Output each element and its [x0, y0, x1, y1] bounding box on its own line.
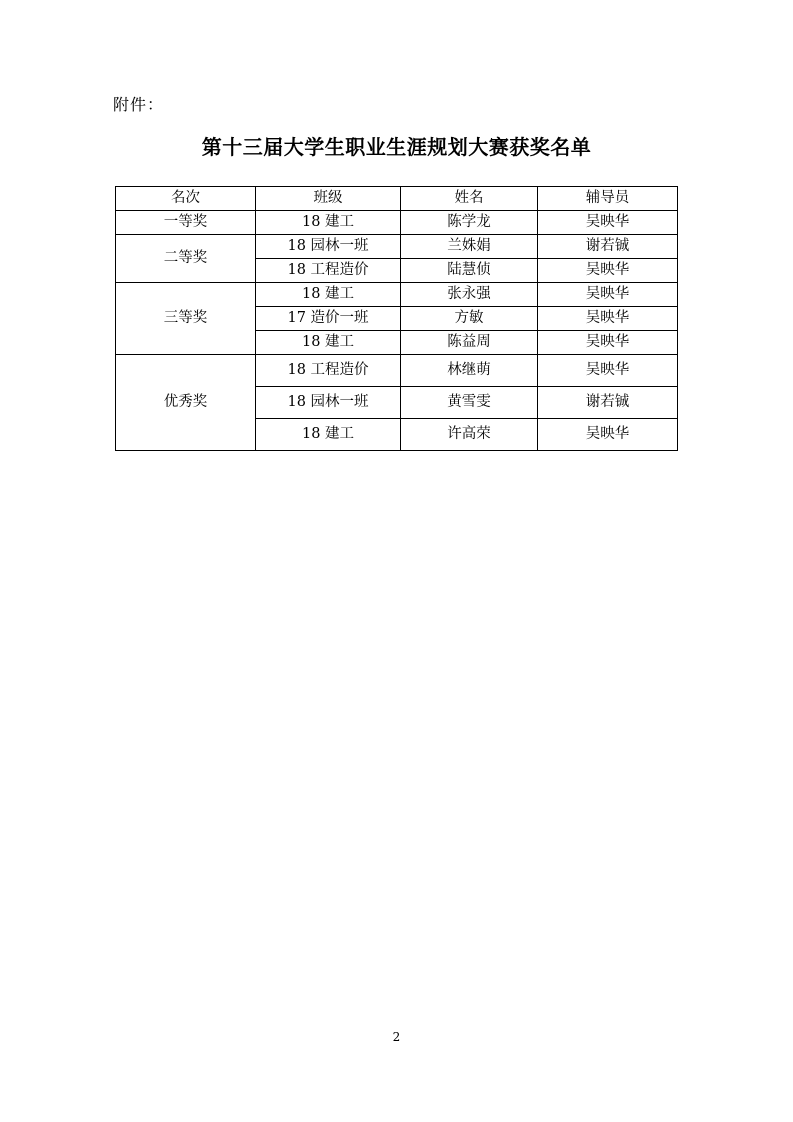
- cell-class: 17 造价一班: [256, 307, 401, 331]
- table-row: [116, 211, 678, 235]
- cell-adviser: 吴映华: [538, 419, 678, 451]
- cell-adviser: 吴映华: [538, 331, 678, 355]
- cell-rank: 二等奖: [116, 235, 256, 283]
- cell-name: 陈益周: [401, 331, 538, 355]
- cell-class: 18 园林一班: [256, 235, 401, 259]
- cell-rank: 一等奖: [116, 211, 256, 235]
- cell-class: 18 建工: [256, 283, 401, 307]
- column-header-rank: 名次: [116, 187, 256, 211]
- cell-class: 18 建工: [256, 211, 401, 235]
- cell-class: 18 工程造价: [256, 259, 401, 283]
- cell-class: 18 建工: [256, 419, 401, 451]
- cell-name: 黄雪雯: [401, 387, 538, 419]
- cell-name: 陈学龙: [401, 211, 538, 235]
- attachment-label: 附件：: [113, 95, 165, 114]
- column-header-class: 班级: [256, 187, 401, 211]
- cell-name: 许高荣: [401, 419, 538, 451]
- table-row: [116, 283, 678, 307]
- cell-adviser: 吴映华: [538, 355, 678, 387]
- table-row: [116, 355, 678, 387]
- column-header-adviser: 辅导员: [538, 187, 678, 211]
- table-header-row: [116, 187, 678, 211]
- cell-rank: 三等奖: [116, 283, 256, 355]
- cell-class: 18 园林一班: [256, 387, 401, 419]
- cell-adviser: 吴映华: [538, 259, 678, 283]
- cell-class: 18 工程造价: [256, 355, 401, 387]
- cell-name: 方敏: [401, 307, 538, 331]
- cell-adviser: 吴映华: [538, 283, 678, 307]
- cell-name: 陆慧侦: [401, 259, 538, 283]
- cell-name: 兰姝娟: [401, 235, 538, 259]
- cell-class: 18 建工: [256, 331, 401, 355]
- table-row: [116, 235, 678, 259]
- cell-adviser: 谢若铖: [538, 235, 678, 259]
- cell-name: 林继萌: [401, 355, 538, 387]
- cell-adviser: 吴映华: [538, 307, 678, 331]
- page-number: 2: [392, 1030, 401, 1044]
- cell-adviser: 吴映华: [538, 211, 678, 235]
- cell-rank: 优秀奖: [116, 355, 256, 451]
- cell-name: 张永强: [401, 283, 538, 307]
- column-header-name: 姓名: [401, 187, 538, 211]
- award-list-table: [115, 186, 678, 451]
- page-title: 第十三届大学生职业生涯规划大赛获奖名单: [201, 135, 592, 159]
- cell-adviser: 谢若铖: [538, 387, 678, 419]
